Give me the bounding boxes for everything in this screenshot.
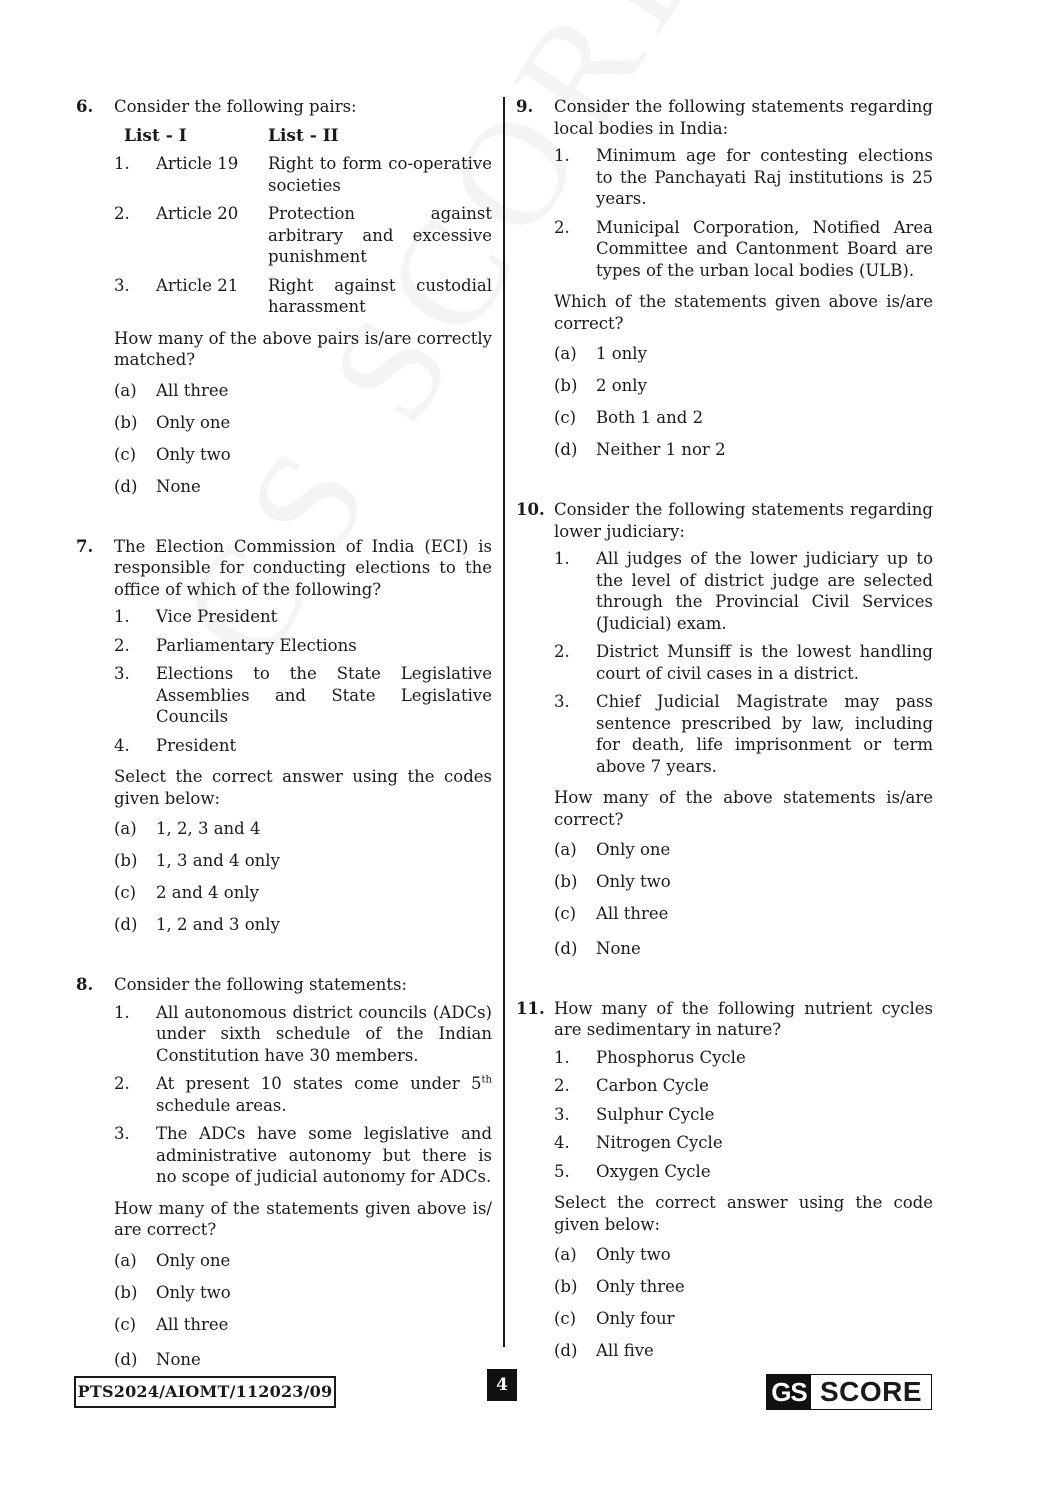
question-6 (76, 96, 492, 508)
option-d[interactable] (114, 476, 492, 498)
question-number: 10. (516, 500, 545, 519)
item-number: 1. (554, 549, 570, 568)
option-letter: (d) (554, 1341, 578, 1360)
option-letter: (a) (554, 840, 577, 859)
list-item (114, 1073, 492, 1116)
question-prompt: How many of the statements given above is/ are correct? (114, 1198, 492, 1239)
item-number: 2. (554, 1076, 570, 1095)
list-item (114, 663, 492, 728)
option-letter: (b) (554, 376, 578, 395)
option-letter: (d) (554, 440, 578, 459)
option-text: Only one (156, 1250, 231, 1270)
option-letter: (c) (554, 1309, 577, 1328)
list-item (554, 145, 933, 210)
option-d[interactable] (114, 914, 492, 936)
list-item (554, 1104, 933, 1126)
question-prompt: Which of the statements given above is/are correct? (554, 292, 933, 333)
pairs-table (114, 126, 492, 325)
option-a[interactable] (554, 343, 933, 365)
option-a[interactable] (114, 818, 492, 840)
list-item (114, 735, 492, 757)
list-item (554, 1047, 933, 1069)
option-letter: (a) (554, 1245, 577, 1264)
question-number: 8. (76, 975, 94, 994)
option-b[interactable] (554, 871, 933, 893)
item-number: 1. (114, 1002, 130, 1022)
item-text: Phosphorus Cycle (596, 1047, 746, 1067)
question-stem: Consider the following statements regarding local bodies in India: (554, 97, 933, 138)
item-text: All judges of the lower judiciary up to the level of district judge are selected through the Provincial Civil Services (Judicial) exam. (596, 549, 933, 633)
item-text: Nitrogen Cycle (596, 1133, 723, 1152)
option-c[interactable] (114, 444, 492, 466)
option-d[interactable] (554, 938, 933, 960)
list-item (114, 1123, 492, 1188)
option-letter: (a) (114, 819, 137, 838)
option-letter: (b) (114, 1282, 138, 1302)
pair-number: 1. (114, 154, 130, 173)
option-text: All five (596, 1341, 654, 1360)
question-stem: The Election Commission of India (ECI) is responsible for conducting elections to the office of which of the following? (114, 536, 492, 599)
option-a[interactable] (114, 380, 492, 402)
option-d[interactable] (554, 1340, 933, 1362)
option-a[interactable] (114, 1250, 492, 1272)
option-c[interactable] (554, 903, 933, 925)
option-b[interactable] (114, 1282, 492, 1304)
option-text: 2 and 4 only (156, 883, 259, 902)
option-letter: (d) (114, 1350, 138, 1369)
item-number: 4. (114, 735, 130, 755)
table-row (114, 153, 492, 203)
option-text: All three (156, 380, 229, 400)
superscript: th (481, 1074, 492, 1086)
item-number: 2. (114, 635, 130, 655)
option-text: Neither 1 nor 2 (596, 440, 726, 459)
list-item (554, 1075, 933, 1097)
item-text: Carbon Cycle (596, 1076, 709, 1095)
question-11 (516, 998, 933, 1373)
question-10 (516, 499, 933, 970)
item-text (156, 1073, 492, 1116)
list-item (554, 548, 933, 634)
brand-logo-gs: GS (767, 1375, 811, 1409)
option-text: Only two (596, 872, 671, 891)
option-letter: (d) (554, 938, 578, 958)
option-c[interactable] (554, 1308, 933, 1330)
item-text: District Munsiff is the lowest handling court of civil cases in a district. (596, 642, 933, 683)
item-number: 2. (554, 217, 570, 237)
pair-article: Article 20 (156, 204, 239, 223)
brand-logo (766, 1374, 932, 1410)
question-prompt: How many of the above statements is/are correct? (554, 788, 933, 829)
option-a[interactable] (554, 1244, 933, 1266)
item-text: The ADCs have some legislative and administrative autonomy but there is no scope of judicial autonomy for ADCs. (156, 1124, 492, 1186)
question-prompt: Select the correct answer using the codes given below: (114, 767, 492, 808)
page-number: 4 (487, 1369, 517, 1401)
brand-logo-score: SCORE (819, 1376, 923, 1407)
option-d[interactable] (554, 439, 933, 461)
list-item (554, 641, 933, 684)
option-a[interactable] (554, 839, 933, 861)
item-text: Municipal Corporation, Notified Area Committee and Cantonment Board are types of the urban local bodies (ULB). (596, 217, 933, 280)
list-2-header: List - II (268, 125, 339, 146)
question-prompt: Select the correct answer using the code given below: (554, 1193, 933, 1234)
right-column (516, 96, 933, 1372)
question-stem: Consider the following statements: (114, 975, 408, 994)
pair-number: 3. (114, 275, 130, 295)
option-c[interactable] (114, 882, 492, 904)
item-number: 5. (554, 1161, 570, 1181)
left-column (76, 96, 492, 1381)
option-text: 1, 3 and 4 only (156, 851, 280, 870)
item-text-end: schedule areas. (156, 1095, 287, 1115)
item-text: President (156, 735, 237, 755)
option-letter: (a) (554, 344, 577, 363)
item-text: Sulphur Cycle (596, 1104, 715, 1124)
list-item (554, 691, 933, 777)
question-stem: Consider the following statements regarding lower judiciary: (554, 500, 933, 541)
option-letter: (c) (114, 883, 137, 902)
question-8 (76, 974, 492, 1381)
option-text: 1, 2, 3 and 4 (156, 819, 261, 838)
option-text: Only two (156, 1282, 231, 1302)
option-text: Only one (596, 840, 671, 859)
item-text: Minimum age for contesting elections to the Panchayati Raj institutions is 25 years. (596, 146, 933, 208)
column-divider (503, 97, 505, 1347)
item-text: Parliamentary Elections (156, 635, 357, 655)
pair-right: Right against custodial harassment (268, 275, 492, 316)
question-stem: Consider the following pairs: (114, 97, 357, 116)
option-letter: (b) (554, 1277, 578, 1296)
option-b[interactable] (114, 412, 492, 434)
list-item (554, 1132, 933, 1154)
option-text: All three (596, 904, 669, 923)
item-text: Chief Judicial Magistrate may pass sentence prescribed by law, including for death, life imprisonment or term above 7 years. (596, 692, 933, 776)
option-letter: (d) (114, 915, 138, 934)
option-text: Only four (596, 1309, 675, 1328)
pair-article: Article 19 (156, 154, 239, 173)
option-letter: (c) (114, 444, 137, 464)
option-text: None (156, 1350, 201, 1369)
item-text: Vice President (156, 607, 278, 626)
option-b[interactable] (114, 850, 492, 872)
option-letter: (b) (114, 851, 138, 870)
question-stem: How many of the following nutrient cycles are sedimentary in nature? (554, 998, 933, 1039)
question-number: 11. (516, 998, 545, 1018)
table-row (114, 275, 492, 325)
list-item (554, 1161, 933, 1183)
option-text: Only three (596, 1277, 685, 1296)
question-number: 9. (516, 97, 534, 116)
paper-code: PTS2024/AIOMT/112023/09 (74, 1376, 336, 1408)
option-letter: (c) (114, 1314, 137, 1334)
option-c[interactable] (554, 407, 933, 429)
option-letter: (c) (554, 408, 577, 427)
list-item (114, 606, 492, 628)
option-letter: (a) (114, 1250, 137, 1270)
item-number: 3. (114, 664, 130, 683)
item-number: 3. (554, 1104, 570, 1124)
question-7 (76, 536, 492, 947)
question-prompt: How many of the above pairs is/are correctly matched? (114, 328, 492, 369)
option-letter: (d) (114, 476, 138, 496)
option-letter: (b) (114, 412, 138, 432)
question-number: 7. (76, 536, 94, 556)
option-d[interactable] (114, 1349, 492, 1371)
option-b[interactable] (554, 1276, 933, 1298)
option-text: Only one (156, 412, 231, 432)
option-text: 2 only (596, 376, 647, 395)
option-text: 1, 2 and 3 only (156, 915, 280, 934)
item-number: 3. (554, 692, 570, 711)
item-number: 2. (114, 1074, 130, 1093)
pair-number: 2. (114, 204, 130, 223)
item-text: All autonomous district councils (ADCs) under sixth schedule of the Indian Constitution have 30 members. (156, 1002, 492, 1065)
list-item (114, 635, 492, 657)
item-number: 1. (554, 146, 570, 165)
item-number: 3. (114, 1124, 130, 1143)
table-row (114, 203, 492, 275)
option-letter: (c) (554, 904, 577, 923)
item-number: 1. (114, 607, 130, 626)
option-c[interactable] (114, 1314, 492, 1336)
option-letter: (b) (554, 872, 578, 891)
question-9 (516, 96, 933, 471)
option-text: Both 1 and 2 (596, 408, 704, 427)
question-number: 6. (76, 97, 94, 116)
option-text: All three (156, 1314, 229, 1334)
option-text: Only two (596, 1245, 671, 1264)
option-text: None (156, 476, 201, 496)
item-number: 1. (554, 1047, 570, 1067)
item-text: Elections to the State Legislative Assemblies and State Legislative Councils (156, 664, 492, 726)
option-b[interactable] (554, 375, 933, 397)
option-letter: (a) (114, 380, 137, 400)
option-text: None (596, 938, 641, 958)
item-number: 4. (554, 1133, 570, 1152)
option-text: 1 only (596, 344, 647, 363)
list-item (114, 1002, 492, 1067)
option-text: Only two (156, 444, 231, 464)
item-number: 2. (554, 642, 570, 661)
pair-right: Right to form co-operative societies (268, 154, 492, 195)
list-1-header: List - I (124, 125, 187, 146)
item-text-start: At present 10 states come under 5 (156, 1074, 482, 1093)
pair-right: Protection against arbitrary and excessive punishment (268, 204, 492, 266)
item-text: Oxygen Cycle (596, 1161, 711, 1181)
list-item (554, 217, 933, 282)
pair-article: Article 21 (156, 275, 239, 295)
